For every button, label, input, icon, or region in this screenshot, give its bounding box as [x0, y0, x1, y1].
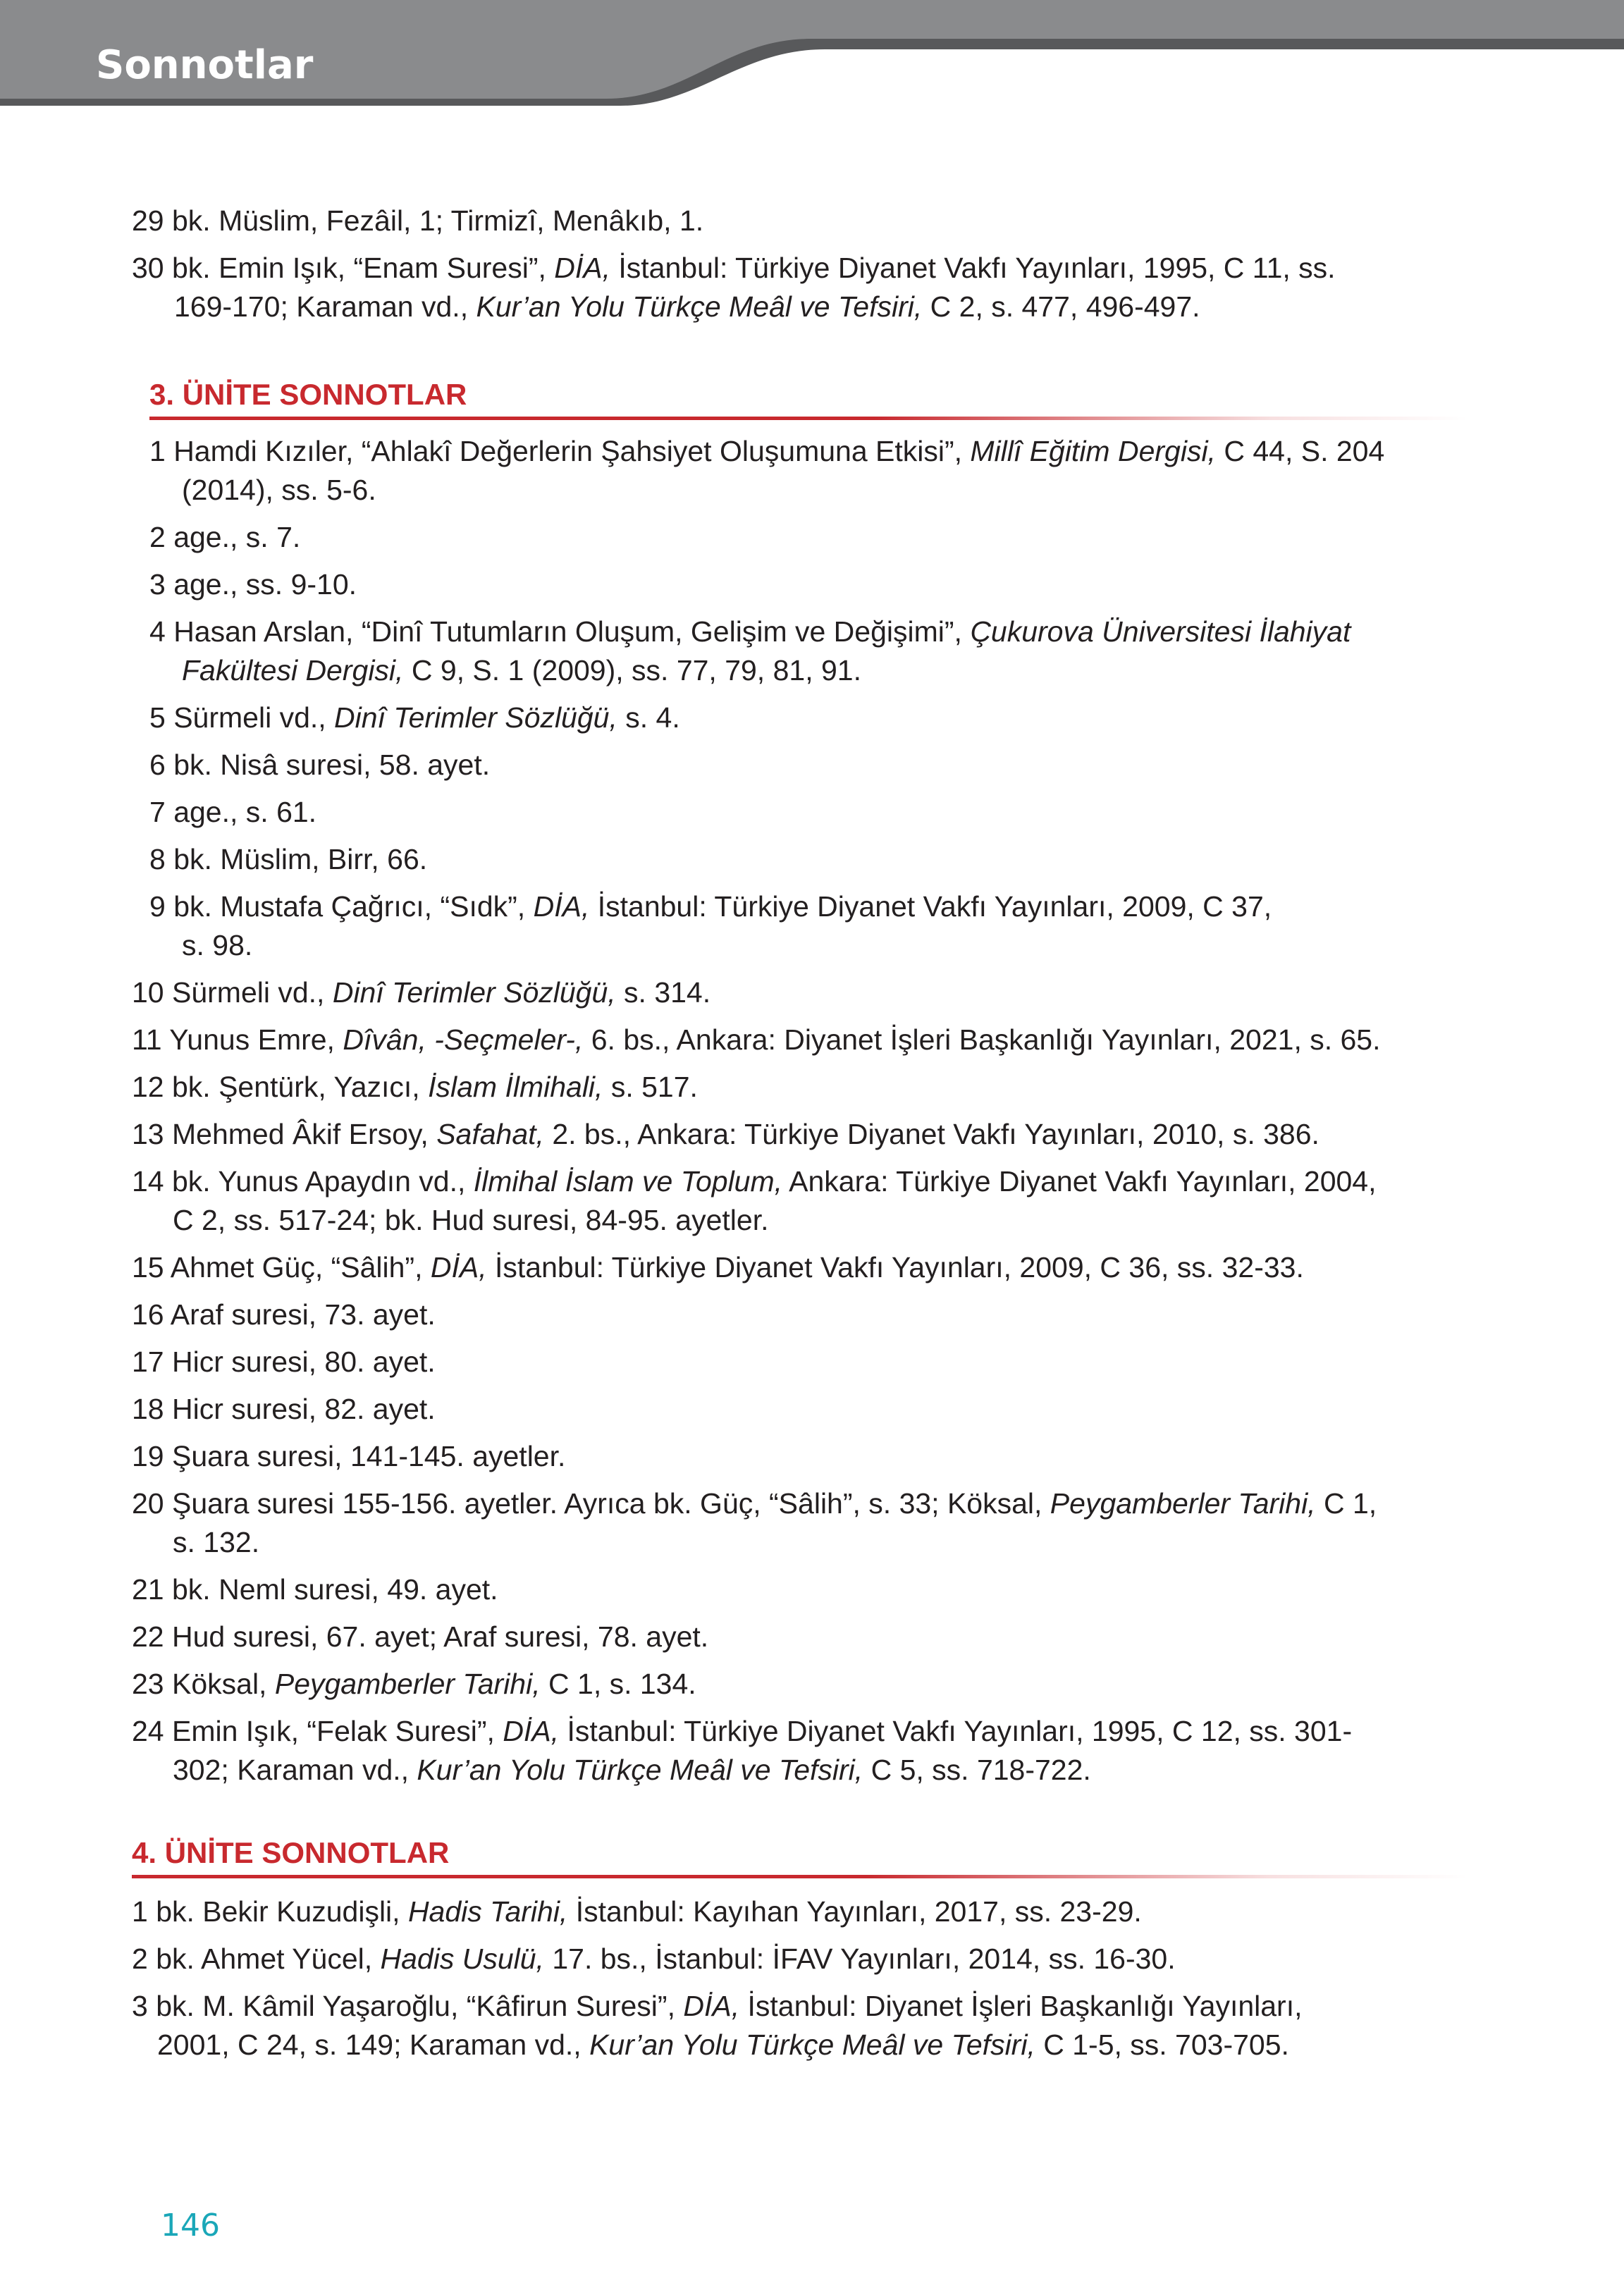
endnote-number: 3: [149, 568, 174, 601]
endnote-line: [132, 1162, 1377, 1201]
endnote-text: bk. Bekir Kuzudişli,: [156, 1895, 408, 1928]
endnote: [132, 1892, 1142, 1931]
endnote-line: [132, 1751, 1352, 1790]
endnote-text: bk. Müslim, Birr, 66.: [173, 843, 428, 875]
endnote-line: [149, 432, 1384, 471]
endnote-text: Hamdi Kızıler, “Ahlakî Değerlerin Şahsiyet Oluşumuna Etkisi”,: [173, 435, 971, 467]
section-divider: [149, 417, 1468, 420]
endnote-number: 21: [132, 1573, 172, 1606]
endnote-text: 2001, C 24, s. 149; Karaman vd.,: [157, 2029, 590, 2061]
endnote-text: bk. Emin Işık, “Enam Suresi”,: [172, 252, 555, 284]
endnote-line: [132, 1295, 436, 1334]
endnote-title-italic: Kur’an Yolu Türkçe Meâl ve Tefsiri,: [417, 1754, 863, 1786]
endnote-text: 169-170; Karaman vd.,: [174, 290, 476, 323]
endnote-text: bk. Neml suresi, 49. ayet.: [172, 1573, 498, 1606]
endnote: [149, 565, 357, 604]
endnote-number: 30: [132, 252, 172, 284]
endnote-title-italic: Peygamberler Tarihi,: [274, 1668, 541, 1700]
endnote-line: [132, 1115, 1320, 1154]
endnote-line: [132, 973, 710, 1012]
endnote-line: [149, 840, 427, 879]
endnote-line: [132, 1665, 696, 1704]
endnote: [132, 1618, 708, 1656]
endnote-text: Hud suresi, 67. ayet; Araf suresi, 78. ayet.: [172, 1620, 709, 1653]
endnote: [132, 1437, 565, 1476]
section-divider: [132, 1875, 1468, 1878]
endnote-text: age., s. 61.: [173, 796, 317, 828]
endnote-line: [132, 1618, 708, 1656]
endnote-text: age., s. 7.: [173, 521, 301, 553]
endnote-text: Mehmed Âkif Ersoy,: [172, 1118, 437, 1150]
endnote-text: İstanbul: Diyanet İşleri Başkanlığı Yayınları,: [739, 1990, 1303, 2022]
endnote-text: s. 517.: [603, 1071, 698, 1103]
endnote-text: Yunus Emre,: [169, 1023, 343, 1056]
endnote-line: [149, 518, 300, 557]
endnote-number: 16: [132, 1298, 171, 1331]
endnote: [132, 1295, 436, 1334]
endnote-text: bk. Ahmet Yücel,: [156, 1943, 381, 1975]
endnote-text: Hicr suresi, 80. ayet.: [172, 1346, 436, 1378]
endnote-text: Hasan Arslan, “Dinî Tutumların Oluşum, Gelişim ve Değişimi”,: [173, 615, 971, 648]
endnote-number: 6: [149, 749, 174, 781]
endnote-line: [149, 887, 1272, 926]
endnote-title-italic: Dîvân, -Seçmeler-,: [343, 1023, 584, 1056]
endnote-text: 6. bs., Ankara: Diyanet İşleri Başkanlığı Yayınları, 2021, s. 65.: [583, 1023, 1381, 1056]
endnote-title-italic: DİA,: [554, 252, 610, 284]
endnote-line: [149, 793, 316, 832]
endnote: [132, 1712, 1352, 1790]
endnote-text: C 5, ss. 718-722.: [863, 1754, 1091, 1786]
endnote: [132, 1940, 1176, 1978]
endnote: [132, 1343, 436, 1381]
endnote-text: İstanbul: Türkiye Diyanet Vakfı Yayınları, 2009, C 37,: [589, 890, 1272, 923]
endnote-line: [132, 1437, 565, 1476]
endnote-text: 302; Karaman vd.,: [173, 1754, 417, 1786]
endnote-line: [132, 2026, 1303, 2064]
endnote: [149, 793, 316, 832]
endnote-line: [132, 202, 703, 240]
endnote-text: bk. Nisâ suresi, 58. ayet.: [173, 749, 491, 781]
endnote-number: 14: [132, 1165, 172, 1198]
endnote-number: 5: [149, 701, 174, 734]
endnote-line: [132, 1248, 1304, 1287]
endnote: [149, 840, 427, 879]
endnote-title-italic: Peygamberler Tarihi,: [1050, 1487, 1316, 1520]
endnote-number: 2: [132, 1943, 156, 1975]
endnote-line: [132, 1570, 498, 1609]
endnote-line: [149, 651, 1351, 690]
endnote-line: [132, 288, 1336, 326]
endnote-text: Şuara suresi 155-156. ayetler. Ayrıca bk. Güç, “Sâlih”, s. 33; Köksal,: [172, 1487, 1050, 1520]
endnote-number: 11: [132, 1023, 170, 1056]
endnote: [132, 249, 1336, 326]
endnote-number: 1: [132, 1895, 156, 1928]
endnote-text: C 9, S. 1 (2009), ss. 77, 79, 81, 91.: [403, 654, 861, 687]
endnote-title-italic: Hadis Tarihi,: [407, 1895, 568, 1928]
endnote-number: 23: [132, 1668, 172, 1700]
endnote-number: 20: [132, 1487, 172, 1520]
endnote-line: [132, 1021, 1381, 1059]
endnote-line: [132, 1940, 1176, 1978]
endnote: [132, 1162, 1377, 1240]
endnote-text: C 1,: [1315, 1487, 1377, 1520]
endnote-text: Şuara suresi, 141-145. ayetler.: [172, 1440, 566, 1472]
endnote-number: 7: [149, 796, 174, 828]
endnote: [149, 887, 1272, 965]
endnote-text: bk. Mustafa Çağrıcı, “Sıdk”,: [173, 890, 534, 923]
endnote-line: [132, 1892, 1142, 1931]
endnote: [132, 1115, 1320, 1154]
endnote-title-italic: Fakültesi Dergisi,: [182, 654, 404, 687]
endnote-text: s. 314.: [615, 976, 711, 1009]
endnote-line: [149, 698, 680, 737]
endnote-line: [132, 1343, 436, 1381]
endnote-number: 22: [132, 1620, 172, 1653]
endnote-line: [132, 1068, 698, 1107]
endnote-text: Köksal,: [172, 1668, 275, 1700]
endnote-title-italic: İlmihal İslam ve Toplum,: [473, 1165, 783, 1198]
endnote-title-italic: DİA,: [683, 1990, 740, 2022]
endnote-line: [132, 1712, 1352, 1751]
endnote-text: bk. M. Kâmil Yaşaroğlu, “Kâfirun Suresi”,: [156, 1990, 684, 2022]
endnote-line: [132, 249, 1336, 288]
endnote-line: [149, 565, 357, 604]
endnote-title-italic: DİA,: [503, 1715, 560, 1747]
endnote: [132, 1570, 498, 1609]
endnote-text: age., ss. 9-10.: [173, 568, 357, 601]
endnote-text: İstanbul: Türkiye Diyanet Vakfı Yayınları, 1995, C 11, ss.: [610, 252, 1336, 284]
endnote-line: [149, 612, 1351, 651]
endnote-number: 19: [132, 1440, 172, 1472]
endnote-text: 2. bs., Ankara: Türkiye Diyanet Vakfı Yayınları, 2010, s. 386.: [543, 1118, 1320, 1150]
endnote-text: s. 98.: [182, 929, 253, 961]
endnote-title-italic: Kur’an Yolu Türkçe Meâl ve Tefsiri,: [589, 2029, 1035, 2061]
endnote: [149, 612, 1351, 690]
endnote-title-italic: Çukurova Üniversitesi İlahiyat: [970, 615, 1351, 648]
endnote: [132, 1665, 696, 1704]
endnote-text: Ankara: Türkiye Diyanet Vakfı Yayınları, 2004,: [782, 1165, 1377, 1198]
endnote-text: bk. Yunus Apaydın vd.,: [172, 1165, 474, 1198]
endnote-line: [132, 1523, 1377, 1562]
endnote-text: (2014), ss. 5-6.: [182, 474, 376, 506]
endnote-text: Sürmeli vd.,: [173, 701, 335, 734]
endnote-text: C 44, S. 204: [1215, 435, 1385, 467]
page-title: Sonnotlar: [96, 42, 314, 88]
section-title: 4. ÜNİTE SONNOTLAR: [132, 1836, 450, 1869]
endnote: [132, 1390, 436, 1429]
page-header: [0, 0, 1624, 169]
endnote-text: İstanbul: Kayıhan Yayınları, 2017, ss. 23-29.: [567, 1895, 1142, 1928]
endnote-line: [132, 1484, 1377, 1523]
endnote-text: Emin Işık, “Felak Suresi”,: [172, 1715, 503, 1747]
endnote-number: 9: [149, 890, 174, 923]
endnote-number: 18: [132, 1393, 172, 1425]
endnote-line: [149, 746, 490, 784]
endnote-text: Ahmet Güç, “Sâlih”,: [170, 1251, 431, 1283]
endnote: [132, 973, 710, 1012]
endnote-text: Araf suresi, 73. ayet.: [170, 1298, 436, 1331]
endnote-title-italic: Millî Eğitim Dergisi,: [970, 435, 1216, 467]
endnote-text: İstanbul: Türkiye Diyanet Vakfı Yayınları, 1995, C 12, ss. 301-: [559, 1715, 1353, 1747]
section-title: 3. ÜNİTE SONNOTLAR: [149, 378, 467, 411]
endnote-line: [149, 471, 1384, 510]
endnote-text: C 2, ss. 517-24; bk. Hud suresi, 84-95. ayetler.: [173, 1204, 769, 1236]
endnote-title-italic: Safahat,: [436, 1118, 544, 1150]
endnote-number: 4: [149, 615, 174, 648]
endnote: [149, 432, 1384, 510]
endnote-number: 1: [149, 435, 174, 467]
endnote-number: 10: [132, 976, 172, 1009]
endnote-text: 17. bs., İstanbul: İFAV Yayınları, 2014, ss. 16-30.: [543, 1943, 1176, 1975]
endnote: [132, 202, 703, 240]
endnote: [149, 698, 680, 737]
endnote-text: C 1-5, ss. 703-705.: [1035, 2029, 1289, 2061]
endnote-text: İstanbul: Türkiye Diyanet Vakfı Yayınları, 2009, C 36, ss. 32-33.: [486, 1251, 1304, 1283]
endnote-title-italic: Dinî Terimler Sözlüğü,: [332, 976, 616, 1009]
endnote-text: Sürmeli vd.,: [172, 976, 333, 1009]
endnote-number: 15: [132, 1251, 171, 1283]
endnote-number: 13: [132, 1118, 172, 1150]
endnote-title-italic: DİA,: [430, 1251, 487, 1283]
endnote: [149, 518, 300, 557]
endnote-number: 17: [132, 1346, 172, 1378]
endnote-number: 29: [132, 204, 172, 237]
page-number: 146: [161, 2208, 220, 2243]
endnote: [132, 1021, 1381, 1059]
endnote: [132, 1987, 1303, 2064]
endnote: [149, 746, 490, 784]
endnote-line: [132, 1390, 436, 1429]
endnote-number: 2: [149, 521, 174, 553]
endnote-line: [149, 926, 1272, 965]
endnote-number: 3: [132, 1990, 156, 2022]
endnote-text: Hicr suresi, 82. ayet.: [172, 1393, 436, 1425]
endnote-line: [132, 1201, 1377, 1240]
endnote-number: 24: [132, 1715, 172, 1747]
endnote-title-italic: Dinî Terimler Sözlüğü,: [334, 701, 617, 734]
endnote-number: 8: [149, 843, 174, 875]
endnote-title-italic: İslam İlmihali,: [428, 1071, 603, 1103]
endnote-text: bk. Müslim, Fezâil, 1; Tirmizî, Menâkıb, 1.: [172, 204, 704, 237]
endnote-title-italic: DİA,: [533, 890, 590, 923]
endnote-title-italic: Hadis Usulü,: [380, 1943, 544, 1975]
endnote-text: s. 132.: [173, 1526, 260, 1558]
endnote-title-italic: Kur’an Yolu Türkçe Meâl ve Tefsiri,: [476, 290, 923, 323]
endnote-text: s. 4.: [617, 701, 680, 734]
endnote: [132, 1248, 1304, 1287]
endnote-line: [132, 1987, 1303, 2026]
endnote-text: C 2, s. 477, 496-497.: [922, 290, 1200, 323]
endnote: [132, 1068, 698, 1107]
endnote-text: C 1, s. 134.: [540, 1668, 696, 1700]
endnote-text: bk. Şentürk, Yazıcı,: [172, 1071, 429, 1103]
endnote: [132, 1484, 1377, 1562]
endnote-number: 12: [132, 1071, 172, 1103]
